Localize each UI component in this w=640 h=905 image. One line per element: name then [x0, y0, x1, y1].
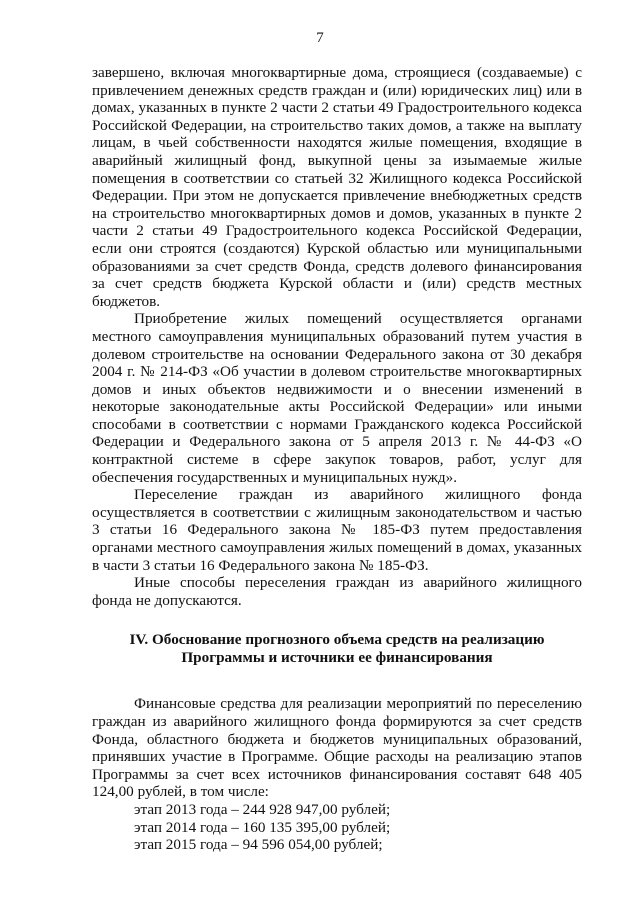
- section-heading: [92, 631, 582, 667]
- paragraph-other-methods: Иные способы переселения граждан из аварийного жилищного фонда не допускаются.: [92, 574, 582, 609]
- stage-2015: этап 2015 года – 94 596 054,00 рублей;: [134, 836, 383, 854]
- paragraph-financing: Финансовые средства для реализации мероприятий по переселению граждан из аварийного жилищного фонда формируются за счет средств Фонда, областного бюджета и бюджетов муниципальных образований, принявших участие в Программе. Общие расходы на реализацию этапов Программы за счет всех источников финансирования составят 648 405 124,00 рублей, в том числе:: [92, 695, 582, 801]
- section-heading-line-2: Программы и источники ее финансирования: [181, 649, 493, 667]
- page-number: 7: [316, 30, 324, 46]
- paragraph-acquisition: Приобретение жилых помещений осуществляется органами местного самоуправления муниципальных образований путем участия в долевом строительстве на основании Федерального закона от 30 декабря 2004 г. № 214-ФЗ «Об участии в долевом строительстве многоквартирных домов и иных объектов недвижимости и о внесении изменений в некоторые законодательные акты Российской Федерации» или иными способами в соответствии с нормами Гражданского кодекса Российской Федерации и Федерального закона от 5 апреля 2013 г. № 44-ФЗ «О контрактной системе в сфере закупок товаров, работ, услуг для обеспечения государственных и муниципальных нужд».: [92, 310, 582, 486]
- paragraph-resettlement: Переселение граждан из аварийного жилищного фонда осуществляется в соответствии с жилищным законодательством и частью 3 статьи 16 Федерального закона № 185-ФЗ путем предоставления органами местного самоуправления жилых помещений в домах, указанных в части 3 статьи 16 Федерального закона № 185-ФЗ.: [92, 486, 582, 574]
- paragraph-continuation: завершено, включая многоквартирные дома, строящиеся (создаваемые) с привлечением денежных средств граждан и (или) юридических лиц) или в домах, указанных в пункте 2 части 2 статьи 49 Градостроительного кодекса Российской Федерации, на строительство таких домов, а также на выплату лицам, в чьей собственности находятся жилые помещения, входящие в аварийный жилищный фонд, выкупной цены за изымаемые жилые помещения в соответствии со статьей 32 Жилищного кодекса Российской Федерации. При этом не допускается привлечение внебюджетных средств на строительство многоквартирных домов и домов, указанных в пункте 2 части 2 статьи 49 Градостроительного кодекса Российской Федерации, если они строятся (создаются) Курской областью или муниципальными образованиями за счет средств Фонда, средств долевого финансирования за счет средств бюджета Курской области и (или) средств местных бюджетов.: [92, 64, 582, 310]
- stage-2013: этап 2013 года – 244 928 947,00 рублей;: [134, 800, 391, 818]
- stage-2014: этап 2014 года – 160 135 395,00 рублей;: [134, 818, 391, 836]
- section-heading-line-1: IV. Обоснование прогнозного объема средств на реализацию: [129, 631, 545, 649]
- document-body: [92, 64, 582, 854]
